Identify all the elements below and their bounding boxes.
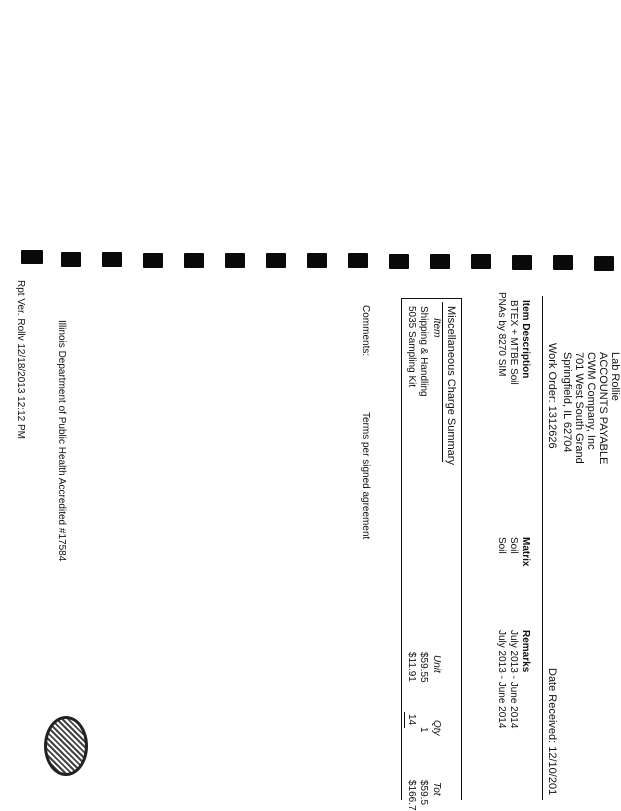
misc-row-2-unit: $11.91 [406, 652, 417, 682]
accounts-payable: ACCOUNTS PAYABLE [597, 352, 609, 465]
misc-row-2-total: $166.7 [406, 780, 417, 811]
misc-col-item: Item [431, 318, 442, 338]
qty-underline [404, 712, 405, 728]
misc-row-1-qty: 1 [418, 727, 429, 733]
street-address: 701 West South Grand [573, 352, 585, 464]
item-row-2-remarks: July 2013 - June 2014 [496, 630, 507, 729]
misc-row-1-unit: $59.55 [418, 652, 429, 683]
col-item-description: Item Description [520, 300, 531, 379]
misc-col-unit: Unit [431, 655, 442, 673]
work-order: Work Order: 1312626 [546, 343, 558, 449]
item-row-2-matrix: Soil [496, 537, 507, 554]
comments-text: Terms per signed agreement [360, 412, 371, 540]
date-received: Date Received: 12/10/201 [546, 668, 558, 796]
misc-col-qty: Qty [431, 720, 442, 736]
city-state-zip: Springfield, IL 62704 [561, 352, 573, 453]
header-divider [542, 296, 543, 800]
accreditation-seal-icon [44, 716, 88, 776]
item-row-1-remarks: July 2013 - June 2014 [508, 630, 519, 729]
item-row-2-description: PNAs by 8270 SIM [496, 292, 507, 377]
misc-col-total: Tot [431, 782, 442, 796]
col-remarks: Remarks [520, 630, 531, 673]
company-name: CWM Company, Inc [585, 352, 597, 450]
col-matrix: Matrix [520, 537, 531, 567]
misc-title-rule [442, 302, 443, 462]
misc-row-2-qty: 14 [406, 714, 417, 726]
item-row-1-matrix: Soil [508, 537, 519, 554]
misc-title: Miscellaneous Charge Summary [445, 306, 457, 465]
misc-box-border-left [401, 298, 462, 299]
report-version-footer: Rpt Ver. Rollv 12/18/2013 12:12 PM [15, 280, 26, 439]
comments-label: Comments: [360, 305, 371, 357]
misc-row-2-item: 5035 Sampling Kit [406, 306, 417, 388]
accreditation-line: Illinois Department of Public Health Accredited #17584 [56, 320, 67, 562]
misc-row-1-total: $59.5 [418, 780, 429, 806]
misc-row-1-item: Shipping & Handling [418, 306, 429, 397]
attention-line: Lab Rollie [609, 352, 621, 401]
item-row-1-description: BTEX + MTBE Soil [508, 300, 519, 385]
misc-box-border-bottom [401, 298, 402, 800]
misc-box-border-top [461, 298, 462, 800]
